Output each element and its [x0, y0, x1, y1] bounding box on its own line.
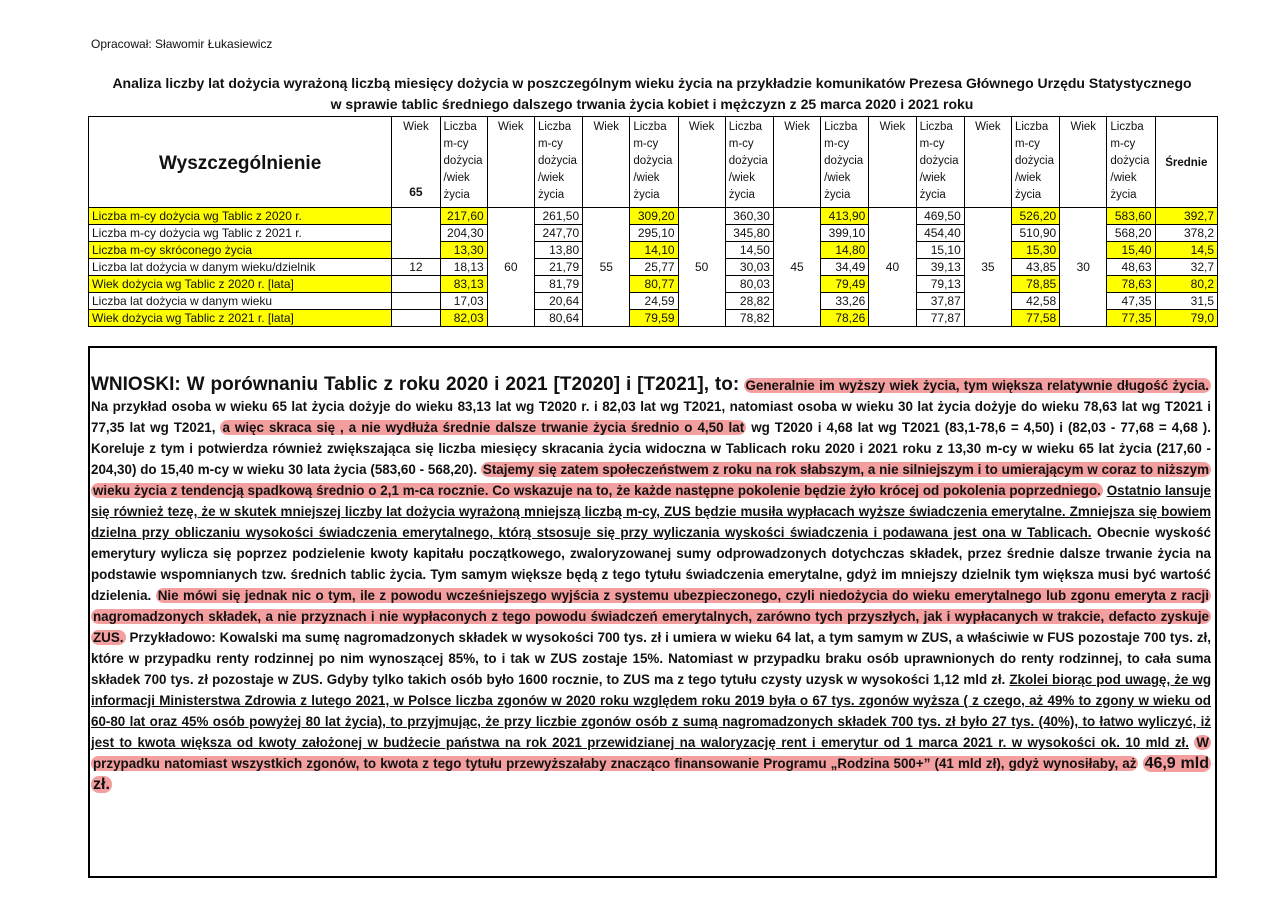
- value-cell: 80,03: [725, 276, 773, 293]
- months-column-header: [1107, 117, 1155, 208]
- wiek-header: [392, 117, 440, 208]
- document-title: [88, 73, 1216, 115]
- text-segment: Na przykład osoba w wieku 65 lat życia dożyje do wieku 83,13 lat wg T2020 r. i 82,03 lat wg T2021, natomiast osoba w wieku 30 lat życia dożyje do wieku 78,63 lat wg T2021 i 77,35 lat wg T2021,: [91, 399, 1211, 435]
- wiek-header-label: Wiek: [1070, 121, 1097, 133]
- header-line: dożycia: [1110, 155, 1150, 167]
- value-cell: 25,77: [630, 259, 678, 276]
- value-cell: 33,26: [821, 293, 869, 310]
- value-cell: 79,13: [916, 276, 964, 293]
- row-label: Liczba m-cy dożycia wg Tablic z 2020 r.: [89, 208, 392, 225]
- value-cell: 80,77: [630, 276, 678, 293]
- value-cell: 80,64: [534, 310, 582, 327]
- value-cell: 47,35: [1107, 293, 1155, 310]
- table-row: [89, 310, 1218, 327]
- wiek-header-label: Wiek: [593, 121, 620, 133]
- underlined-text: Zkolei biorąc pod uwagę, że wg informacji Ministerstwa Zdrowia z lutego 2021, w Polsce liczba zgonów w 2020 roku względem roku 2019 była o 67 tys. zgonów wyższa ( z czego, aż 49% to zgony w wieku od 60-80 lat oraz 45% osób powyżej 80 lat życia), to przyjmując, że przy liczbie zgonów osób z sumą nagromadzonych składek 700 tys. zł było 27 tys. (40%), to łatwo wyliczyć, iż jest to kwota większa od kwoty założonej w budżecie państwa na rok 2021 przewidzianej na waloryzację rent i emerytur od 1 marca 2021 r. w wysokości ok. 10 mld zł.: [91, 672, 1211, 750]
- age-cell: 45: [773, 208, 820, 327]
- table-row: [89, 225, 1218, 242]
- average-header: Średnie: [1155, 117, 1217, 208]
- value-cell: 21,79: [534, 259, 582, 276]
- wiek-header: [487, 117, 534, 208]
- row-label: Liczba m-cy skróconego życia: [89, 242, 392, 259]
- header-line: m-cy: [1110, 138, 1136, 150]
- highlighted-text: W przypadku natomiast wszystkich zgonów, to kwota z tego tytułu przewyższałaby znacząco finansowanie Programu „Rodzina 500+” (41 mld zł), gdyż wynosiłaby, aż: [93, 735, 1209, 771]
- conclusions-text: [91, 374, 1211, 795]
- table-row: [89, 276, 1218, 293]
- value-cell: 79,59: [630, 310, 678, 327]
- value-cell: 20,64: [534, 293, 582, 310]
- underlined-text: Ostatnio lansuje się również tezę, że w skutek mniejszej liczby lat dożycia wyrażoną mniejszą liczbą m-cy, ZUS będzie musiła wypłacach wyższe świadczenia emerytalne. Zmniejsza się bowiem dzielna przy obliczaniu wysokości świadczenia emerytalnego, którą stsosuje się przy wyliczania wyskości świadczenia i podawana jest ona w Tablicach.: [91, 483, 1212, 540]
- header-line: /wiek: [728, 172, 755, 184]
- header-line: Liczba: [728, 121, 762, 133]
- value-cell: 42,58: [1011, 293, 1059, 310]
- value-cell: 77,87: [916, 310, 964, 327]
- header-line: /wiek: [824, 172, 851, 184]
- value-cell: 78,63: [1107, 276, 1155, 293]
- value-cell: 81,79: [534, 276, 582, 293]
- average-cell: 378,2: [1155, 225, 1217, 242]
- age-cell: 55: [583, 208, 630, 327]
- header-line: /wiek: [443, 172, 470, 184]
- value-cell: 39,13: [916, 259, 964, 276]
- header-line: życia: [1110, 189, 1137, 201]
- wiek-header-label: Wiek: [784, 121, 810, 133]
- wiek-header: [869, 117, 916, 208]
- wiek-header: [583, 117, 630, 208]
- header-line: życia: [919, 189, 946, 201]
- header-line: Liczba: [1014, 121, 1049, 133]
- header-line: życia: [443, 189, 470, 201]
- wiek-header-label: Wiek: [879, 121, 906, 133]
- value-cell: 217,60: [440, 208, 487, 225]
- empty-cell: [392, 276, 440, 293]
- value-cell: 78,82: [725, 310, 773, 327]
- header-line: Liczba: [633, 121, 667, 133]
- table-row: [89, 208, 1218, 225]
- age-cell: 60: [487, 208, 534, 327]
- value-cell: 17,03: [440, 293, 487, 310]
- header-age-65: 65: [409, 185, 423, 199]
- header-line: m-cy: [824, 138, 850, 150]
- months-column-header: [725, 117, 773, 208]
- text-segment: wg T2020 i 4,68 lat wg T2021 (83,1-78,6 = 4,50) i (82,03 - 77,68 = 4,68 ). Koreluje z tym i potwierdza również zwiększająca się liczba miesięcy skracania życia widoczna w Tablicach roku 2020 i 2021 roku z 13,30 m-cy w wieku 65 lat życia (217,60 - 204,30) do 15,40 m-cy w wieku 30 lata życia (583,60 - 568,20).: [91, 420, 1211, 477]
- value-cell: 24,59: [630, 293, 678, 310]
- header-line: m-cy: [1014, 138, 1040, 150]
- value-cell: 510,90: [1011, 225, 1059, 242]
- header-line: życia: [1014, 189, 1042, 201]
- wiek-header: [964, 117, 1011, 208]
- value-cell: 43,85: [1011, 259, 1059, 276]
- value-cell: 399,10: [821, 225, 869, 242]
- value-cell: 13,80: [534, 242, 582, 259]
- header-line: życia: [728, 189, 755, 201]
- months-column-header: [534, 117, 582, 208]
- header-line: m-cy: [443, 138, 469, 150]
- average-cell: 80,2: [1155, 276, 1217, 293]
- header-line: dożycia: [1014, 155, 1054, 167]
- table-corner-label: Wyszczególnienie: [89, 117, 392, 208]
- table-row: [89, 259, 1218, 276]
- header-line: /wiek: [919, 172, 946, 184]
- header-line: życia: [824, 189, 851, 201]
- value-cell: 15,10: [916, 242, 964, 259]
- value-cell: 309,20: [630, 208, 678, 225]
- wiek-header-label: Wiek: [688, 121, 715, 133]
- value-cell: 14,50: [725, 242, 773, 259]
- title-line-1: Analiza liczby lat dożycia wyrażoną liczbą miesięcy dożycia w poszczególnym wieku życia na przykładzie komunikatów Prezesa Głównego Urzędu Statystycznego: [112, 75, 1192, 91]
- average-cell: 31,5: [1155, 293, 1217, 310]
- header-line: dożycia: [824, 155, 864, 167]
- wiek-header: [678, 117, 725, 208]
- value-cell: 82,03: [440, 310, 487, 327]
- wiek-header-label: Wiek: [498, 121, 524, 133]
- empty-cell: [392, 293, 440, 310]
- table-row: [89, 242, 1218, 259]
- value-cell: 77,35: [1107, 310, 1155, 327]
- life-expectancy-table: [88, 116, 1218, 327]
- value-cell: 247,70: [534, 225, 582, 242]
- value-cell: 13,30: [440, 242, 487, 259]
- header-line: Liczba: [1110, 121, 1144, 133]
- average-cell: 79,0: [1155, 310, 1217, 327]
- row-label: Liczba lat dożycia w danym wieku/dzielnik: [89, 259, 392, 276]
- header-line: dożycia: [919, 155, 959, 167]
- value-cell: 79,49: [821, 276, 869, 293]
- row-label: Wiek dożycia wg Tablic z 2021 r. [lata]: [89, 310, 392, 327]
- age-cell: 30: [1060, 208, 1107, 327]
- value-cell: 261,50: [534, 208, 582, 225]
- row-label: Wiek dożycia wg Tablic z 2020 r. [lata]: [89, 276, 392, 293]
- age-cell: 40: [869, 208, 916, 327]
- wiek-header-label: Wiek: [975, 121, 1001, 133]
- header-line: m-cy: [919, 138, 945, 150]
- months-column-header: [916, 117, 964, 208]
- author-line: Opracował: Sławomir Łukasiewicz: [91, 37, 273, 51]
- header-line: dożycia: [633, 155, 673, 167]
- header-line: dożycia: [537, 155, 577, 167]
- value-cell: 15,30: [1011, 242, 1059, 259]
- value-cell: 30,03: [725, 259, 773, 276]
- header-line: m-cy: [728, 138, 754, 150]
- value-cell: 14,10: [630, 242, 678, 259]
- value-cell: 37,87: [916, 293, 964, 310]
- row-label: Liczba lat dożycia w danym wieku: [89, 293, 392, 310]
- value-cell: 18,13: [440, 259, 487, 276]
- value-cell: 413,90: [821, 208, 869, 225]
- divisor-cell: 12: [392, 259, 440, 276]
- value-cell: 28,82: [725, 293, 773, 310]
- title-line-2: w sprawie tablic średniego dalszego trwania życia kobiet i mężczyzn z 25 marca 2020 i 2021 roku: [330, 96, 974, 112]
- header-line: życia: [633, 189, 660, 201]
- header-line: /wiek: [1110, 172, 1137, 184]
- row-label: Liczba m-cy dożycia wg Tablic z 2021 r.: [89, 225, 392, 242]
- value-cell: 345,80: [725, 225, 773, 242]
- months-column-header: [821, 117, 869, 208]
- value-cell: 469,50: [916, 208, 964, 225]
- value-cell: 454,40: [916, 225, 964, 242]
- final-amount: 46,9 mld zł.: [93, 755, 1209, 793]
- header-line: Liczba: [919, 121, 953, 133]
- header-line: Liczba: [443, 121, 477, 133]
- value-cell: 568,20: [1107, 225, 1155, 242]
- table-row: [89, 293, 1218, 310]
- conclusions-heading: WNIOSKI: W porównaniu Tablic z roku 2020 i 2021 [T2020] i [T2021], to:: [91, 374, 740, 395]
- average-cell: 32,7: [1155, 259, 1217, 276]
- text-segment: Przykładowo: Kowalski ma sumę nagromadzonych składek w wysokości 700 tys. zł i umiera w wieku 64 lat, a tym samym w ZUS, a właściwie w FUS pozostaje 700 tys. zł, które w przypadku renty rodzinnej po nim wynoszącej 85%, to i tak w ZUS zostaje 15%. Natomiast w przypadku braku osób uprawnionych do renty rodzinnej, to cała suma składek 700 tys. zł pozostaje w ZUS. Gdyby tylko takich osób było 1600 rocznie, to ZUS ma z tego tytułu czysty uzysk w wysokości 1,12 mld zł.: [91, 630, 1211, 687]
- months-column-header: [440, 117, 487, 208]
- highlighted-text: Generalnie im wyższy wiek życia, tym większa relatywnie długość życia.: [745, 378, 1209, 393]
- age-cell: 35: [964, 208, 1011, 327]
- value-cell: 77,58: [1011, 310, 1059, 327]
- header-line: dożycia: [443, 155, 483, 167]
- highlighted-text: Stajemy się zatem społeczeństwem z roku na rok słabszym, a nie silniejszym i to umierającym w coraz to niższym wieku życia z tendencją spadkową średnio o 2,1 m-ca rocznie. Co wskazuje na to, że każde następne pokolenie będzie żyło krócej od pokolenia poprzedniego.: [93, 462, 1209, 498]
- header-line: /wiek: [1014, 172, 1042, 184]
- value-cell: 78,26: [821, 310, 869, 327]
- age-cell: [392, 208, 440, 259]
- header-line: m-cy: [633, 138, 659, 150]
- average-cell: 392,7: [1155, 208, 1217, 225]
- value-cell: 34,49: [821, 259, 869, 276]
- value-cell: 583,60: [1107, 208, 1155, 225]
- value-cell: 15,40: [1107, 242, 1155, 259]
- average-cell: 14,5: [1155, 242, 1217, 259]
- highlighted-text: Nie mówi się jednak nic o tym, ile z powodu wcześniejszego wyjścia z systemu ubezpieczonego, czyli niedożycia do wieku emerytalnego lub zgonu emeryta z racji nagromadzonych składek, a nie przyznach i nie wypłaconych z tego powodu świadczeń emerytalnych, zarówno tych przyszłych, jak i wypłacanych w trakcie, defacto zyskuje ZUS.: [93, 588, 1209, 645]
- header-line: m-cy: [537, 138, 563, 150]
- header-line: dożycia: [728, 155, 768, 167]
- value-cell: 360,30: [725, 208, 773, 225]
- wiek-header: [1060, 117, 1107, 208]
- highlighted-text: a więc skraca się , a nie wydłuża średnie dalsze trwanie życia średnio o 4,50 lat: [222, 420, 745, 435]
- value-cell: 48,63: [1107, 259, 1155, 276]
- value-cell: 78,85: [1011, 276, 1059, 293]
- header-line: /wiek: [633, 172, 660, 184]
- header-line: życia: [537, 189, 565, 201]
- value-cell: 14,80: [821, 242, 869, 259]
- wiek-header: [773, 117, 820, 208]
- value-cell: 295,10: [630, 225, 678, 242]
- age-cell: 50: [678, 208, 725, 327]
- months-column-header: [630, 117, 678, 208]
- empty-cell: [392, 310, 440, 327]
- months-column-header: [1011, 117, 1059, 208]
- value-cell: 83,13: [440, 276, 487, 293]
- text-segment: Obecnie wyskość emerytury wylicza się poprzez podzielenie kwoty kapitału początkowego, zwaloryzowanej sumy odprowadzonych dotychczas składek, przez średnie dalsze trwanie życia na podstawie wspomnianych tzw. średnich tablic życia. Tym samym większe będą z tego tytułu świadczenia emerytalne, gdyż im mniejszy dzielnik tym większa musi być wartość dzielenia.: [91, 525, 1211, 603]
- wiek-header-label: Wiek: [403, 121, 429, 133]
- header-line: Liczba: [537, 121, 572, 133]
- value-cell: 204,30: [440, 225, 487, 242]
- header-line: /wiek: [537, 172, 565, 184]
- value-cell: 526,20: [1011, 208, 1059, 225]
- header-line: Liczba: [824, 121, 858, 133]
